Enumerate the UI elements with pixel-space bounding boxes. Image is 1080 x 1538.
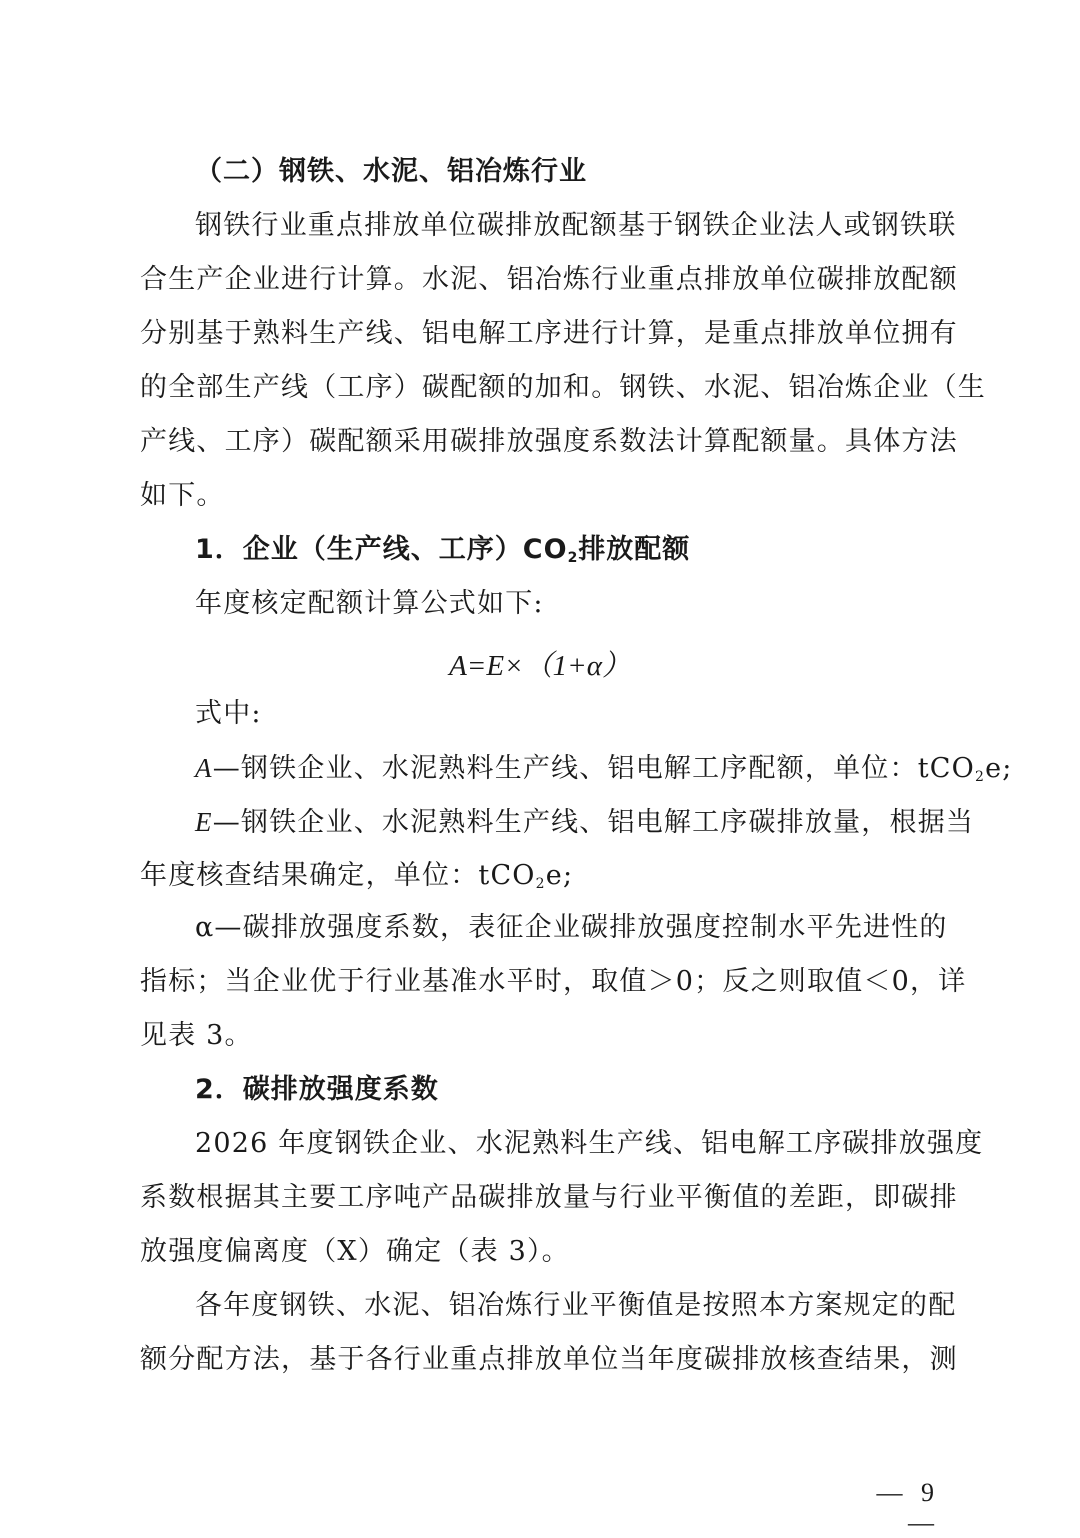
paragraph-line: 产线、工序）碳配额采用碳排放强度系数法计算配额量。具体方法	[140, 426, 958, 457]
formula-intro: 年度核定配额计算公式如下:	[195, 588, 544, 619]
section-heading: （二）钢铁、水泥、铝冶炼行业	[195, 156, 587, 187]
definition-a: A—钢铁企业、水泥熟料生产线、铝电解工序配额，单位：tCO$_2$e;	[195, 753, 1013, 785]
definition-alpha-cont: 见表 3。	[140, 1020, 253, 1051]
paragraph-line: 放强度偏离度（X）确定（表 3）。	[140, 1236, 570, 1267]
paragraph-line: 分别基于熟料生产线、铝电解工序进行计算，是重点排放单位拥有	[140, 318, 958, 349]
definition-e: E—钢铁企业、水泥熟料生产线、铝电解工序碳排放量，根据当	[195, 807, 975, 838]
paragraph-line: 系数根据其主要工序吨产品碳排放量与行业平衡值的差距，即碳排	[140, 1182, 958, 1213]
subsection-heading-2: 2．碳排放强度系数	[195, 1074, 439, 1105]
paragraph-line: 合生产企业进行计算。水泥、铝冶炼行业重点排放单位碳排放配额	[140, 264, 958, 295]
formula: A=E×（1+α）	[449, 650, 631, 682]
paragraph-line: 钢铁行业重点排放单位碳排放配额基于钢铁企业法人或钢铁联	[195, 210, 957, 241]
definition-alpha: α—碳排放强度系数，表征企业碳排放强度控制水平先进性的	[195, 912, 948, 943]
paragraph-line: 如下。	[140, 480, 225, 511]
definition-alpha-cont: 指标；当企业优于行业基准水平时，取值＞0；反之则取值＜0，详	[140, 966, 967, 997]
definition-e-cont: 年度核查结果确定，单位：tCO$_2$e;	[140, 860, 574, 892]
paragraph-line: 额分配方法，基于各行业重点排放单位当年度碳排放核查结果，测	[140, 1344, 958, 1375]
paragraph-line: 2026 年度钢铁企业、水泥熟料生产线、铝电解工序碳排放强度	[195, 1128, 984, 1159]
paragraph-line: 各年度钢铁、水泥、铝冶炼行业平衡值是按照本方案规定的配	[195, 1290, 957, 1321]
where-label: 式中:	[195, 698, 262, 729]
paragraph-line: 的全部生产线（工序）碳配额的加和。钢铁、水泥、铝冶炼企业（生	[140, 372, 986, 403]
page-number: — 9 —	[876, 1478, 940, 1537]
subsection-heading-1: 1．企业（生产线、工序）$CO_2$排放配额	[195, 534, 691, 566]
